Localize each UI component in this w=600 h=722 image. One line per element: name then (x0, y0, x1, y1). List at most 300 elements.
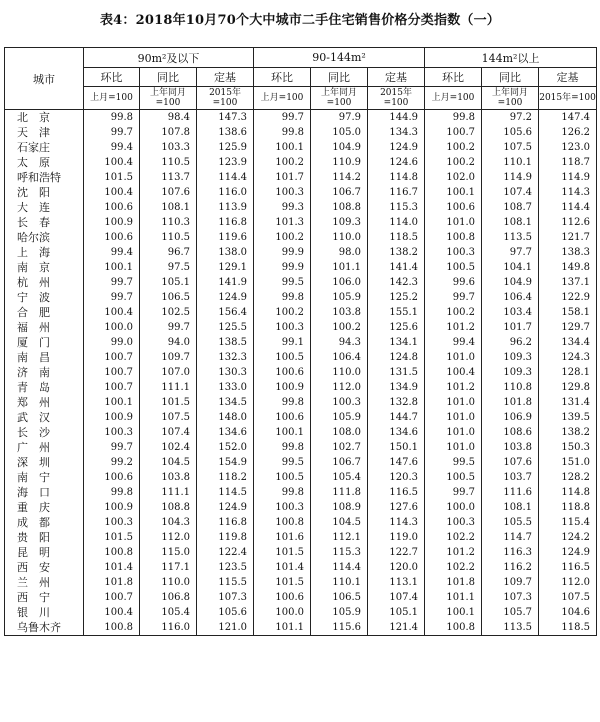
index-value-cell: 94.3 (311, 335, 368, 350)
index-value-cell: 110.5 (140, 230, 197, 245)
base-header: 上年同月=100 (140, 87, 197, 110)
table-row (5, 455, 597, 470)
index-value-cell: 110.9 (311, 155, 368, 170)
index-value-cell: 99.9 (254, 260, 311, 275)
index-value-cell: 101.5 (254, 545, 311, 560)
index-value-cell: 105.9 (311, 605, 368, 620)
index-value-cell: 107.5 (539, 590, 597, 605)
index-value-cell: 115.0 (140, 545, 197, 560)
index-value-cell: 116.3 (482, 545, 539, 560)
index-value-cell: 106.4 (482, 290, 539, 305)
index-value-cell: 100.8 (425, 620, 482, 636)
index-value-cell: 102.4 (140, 440, 197, 455)
index-value-cell: 129.1 (197, 260, 254, 275)
index-value-cell: 104.5 (311, 515, 368, 530)
index-value-cell: 134.5 (197, 395, 254, 410)
index-value-cell: 94.0 (140, 335, 197, 350)
index-value-cell: 148.0 (197, 410, 254, 425)
index-value-cell: 99.7 (84, 440, 140, 455)
index-value-cell: 114.3 (539, 185, 597, 200)
index-value-cell: 104.5 (140, 455, 197, 470)
city-cell: 郑 州 (5, 395, 84, 410)
table-row (5, 140, 597, 155)
table-row (5, 110, 597, 126)
index-value-cell: 112.1 (311, 530, 368, 545)
index-value-cell: 115.3 (311, 545, 368, 560)
index-value-cell: 100.6 (84, 200, 140, 215)
base-header: 上月=100 (425, 87, 482, 110)
index-value-cell: 99.5 (254, 275, 311, 290)
index-value-cell: 100.1 (84, 260, 140, 275)
index-value-cell: 114.2 (311, 170, 368, 185)
sub-header: 同比 (140, 68, 197, 87)
index-value-cell: 99.6 (425, 275, 482, 290)
index-value-cell: 123.5 (197, 560, 254, 575)
index-value-cell: 99.5 (254, 455, 311, 470)
index-value-cell: 101.0 (425, 350, 482, 365)
index-value-cell: 100.0 (84, 320, 140, 335)
index-value-cell: 116.5 (368, 485, 425, 500)
index-value-cell: 98.4 (140, 110, 197, 126)
table-row (5, 395, 597, 410)
index-value-cell: 106.9 (482, 410, 539, 425)
index-value-cell: 108.8 (140, 500, 197, 515)
index-value-cell: 100.3 (425, 245, 482, 260)
index-value-cell: 134.6 (197, 425, 254, 440)
table-row (5, 620, 597, 636)
city-cell: 重 庆 (5, 500, 84, 515)
index-value-cell: 114.4 (197, 170, 254, 185)
index-value-cell: 99.7 (425, 485, 482, 500)
index-value-cell: 101.3 (254, 215, 311, 230)
index-value-cell: 107.5 (482, 140, 539, 155)
index-value-cell: 124.8 (368, 350, 425, 365)
table-row (5, 410, 597, 425)
index-value-cell: 100.8 (84, 545, 140, 560)
index-value-cell: 100.8 (254, 515, 311, 530)
sub-header: 环比 (254, 68, 311, 87)
base-header: 上年同月=100 (482, 87, 539, 110)
index-value-cell: 144.9 (368, 110, 425, 126)
city-cell: 太 原 (5, 155, 84, 170)
index-value-cell: 99.7 (84, 290, 140, 305)
table-row (5, 320, 597, 335)
index-value-cell: 102.2 (425, 560, 482, 575)
index-value-cell: 99.8 (254, 395, 311, 410)
index-value-cell: 100.7 (425, 125, 482, 140)
index-value-cell: 99.7 (425, 290, 482, 305)
index-value-cell: 151.0 (539, 455, 597, 470)
index-value-cell: 100.3 (311, 395, 368, 410)
index-value-cell: 105.0 (311, 125, 368, 140)
index-value-cell: 118.5 (539, 620, 597, 636)
index-value-cell: 97.5 (140, 260, 197, 275)
city-cell: 南 昌 (5, 350, 84, 365)
index-value-cell: 106.8 (140, 590, 197, 605)
index-value-cell: 137.1 (539, 275, 597, 290)
index-value-cell: 97.2 (482, 110, 539, 126)
city-cell: 海 口 (5, 485, 84, 500)
price-index-table (4, 47, 597, 636)
city-cell: 成 都 (5, 515, 84, 530)
index-value-cell: 124.9 (197, 290, 254, 305)
index-value-cell: 99.4 (84, 140, 140, 155)
index-value-cell: 105.4 (311, 470, 368, 485)
index-value-cell: 100.8 (425, 230, 482, 245)
index-value-cell: 121.0 (197, 620, 254, 636)
index-value-cell: 100.6 (425, 200, 482, 215)
table-row (5, 500, 597, 515)
sub-header: 同比 (311, 68, 368, 87)
index-value-cell: 108.7 (482, 200, 539, 215)
index-value-cell: 110.0 (140, 575, 197, 590)
index-value-cell: 101.4 (84, 560, 140, 575)
city-cell: 上 海 (5, 245, 84, 260)
index-value-cell: 102.5 (140, 305, 197, 320)
index-value-cell: 112.6 (539, 215, 597, 230)
index-value-cell: 100.1 (84, 395, 140, 410)
sub-header: 同比 (482, 68, 539, 87)
index-value-cell: 150.3 (539, 440, 597, 455)
table-row (5, 590, 597, 605)
group-header: 90m²及以下 (84, 48, 254, 68)
sub-header: 环比 (84, 68, 140, 87)
index-value-cell: 100.0 (425, 500, 482, 515)
index-value-cell: 101.2 (425, 380, 482, 395)
city-cell: 深 圳 (5, 455, 84, 470)
index-value-cell: 115.5 (197, 575, 254, 590)
index-value-cell: 99.8 (254, 485, 311, 500)
index-value-cell: 113.5 (482, 230, 539, 245)
index-value-cell: 142.3 (368, 275, 425, 290)
index-value-cell: 99.5 (425, 455, 482, 470)
index-value-cell: 120.3 (368, 470, 425, 485)
index-value-cell: 103.8 (140, 470, 197, 485)
index-value-cell: 97.7 (482, 245, 539, 260)
index-value-cell: 99.8 (84, 110, 140, 126)
index-value-cell: 126.2 (539, 125, 597, 140)
index-value-cell: 119.6 (197, 230, 254, 245)
index-value-cell: 100.2 (311, 320, 368, 335)
index-value-cell: 109.3 (482, 350, 539, 365)
index-value-cell: 107.4 (482, 185, 539, 200)
index-value-cell: 105.1 (140, 275, 197, 290)
index-value-cell: 113.1 (368, 575, 425, 590)
index-value-cell: 100.3 (84, 515, 140, 530)
index-value-cell: 101.1 (311, 260, 368, 275)
base-header: 2015年=100 (539, 87, 597, 110)
index-value-cell: 119.0 (368, 530, 425, 545)
index-value-cell: 100.0 (254, 605, 311, 620)
city-cell: 厦 门 (5, 335, 84, 350)
index-value-cell: 111.8 (311, 485, 368, 500)
index-value-cell: 100.2 (425, 155, 482, 170)
index-value-cell: 132.3 (197, 350, 254, 365)
index-value-cell: 99.2 (84, 455, 140, 470)
index-value-cell: 114.0 (368, 215, 425, 230)
base-header: 2015年=100 (368, 87, 425, 110)
index-value-cell: 100.1 (254, 140, 311, 155)
city-cell: 大 连 (5, 200, 84, 215)
table-row (5, 365, 597, 380)
index-value-cell: 124.6 (368, 155, 425, 170)
index-value-cell: 106.4 (311, 350, 368, 365)
index-value-cell: 100.1 (425, 185, 482, 200)
table-row (5, 530, 597, 545)
index-value-cell: 105.9 (311, 410, 368, 425)
index-value-cell: 101.8 (482, 395, 539, 410)
group-header: 144m²以上 (425, 48, 597, 68)
index-value-cell: 100.2 (425, 140, 482, 155)
index-value-cell: 122.9 (539, 290, 597, 305)
index-value-cell: 106.5 (311, 590, 368, 605)
city-cell: 广 州 (5, 440, 84, 455)
city-cell: 青 岛 (5, 380, 84, 395)
index-value-cell: 115.4 (539, 515, 597, 530)
index-value-cell: 100.5 (425, 470, 482, 485)
index-value-cell: 104.3 (140, 515, 197, 530)
city-cell: 宁 波 (5, 290, 84, 305)
index-value-cell: 98.0 (311, 245, 368, 260)
index-value-cell: 107.6 (140, 185, 197, 200)
city-cell: 北 京 (5, 110, 84, 126)
index-value-cell: 101.1 (425, 590, 482, 605)
index-value-cell: 103.8 (482, 440, 539, 455)
table-row (5, 335, 597, 350)
index-value-cell: 100.6 (254, 590, 311, 605)
index-value-cell: 121.7 (539, 230, 597, 245)
index-value-cell: 110.1 (482, 155, 539, 170)
index-value-cell: 107.5 (140, 410, 197, 425)
index-value-cell: 124.9 (368, 140, 425, 155)
index-value-cell: 100.3 (254, 500, 311, 515)
index-value-cell: 106.7 (311, 455, 368, 470)
index-value-cell: 116.5 (539, 560, 597, 575)
index-value-cell: 101.0 (425, 425, 482, 440)
index-value-cell: 105.9 (311, 290, 368, 305)
index-value-cell: 99.4 (84, 245, 140, 260)
index-value-cell: 141.9 (197, 275, 254, 290)
index-value-cell: 122.7 (368, 545, 425, 560)
index-value-cell: 106.7 (311, 185, 368, 200)
index-value-cell: 129.8 (539, 380, 597, 395)
city-cell: 天 津 (5, 125, 84, 140)
index-value-cell: 114.7 (482, 530, 539, 545)
index-value-cell: 100.9 (254, 380, 311, 395)
index-value-cell: 104.1 (482, 260, 539, 275)
index-value-cell: 101.8 (84, 575, 140, 590)
index-value-cell: 101.0 (425, 395, 482, 410)
index-value-cell: 105.6 (482, 125, 539, 140)
index-value-cell: 158.1 (539, 305, 597, 320)
index-value-cell: 147.4 (539, 110, 597, 126)
city-cell: 银 川 (5, 605, 84, 620)
index-value-cell: 114.4 (539, 200, 597, 215)
table-row (5, 380, 597, 395)
index-value-cell: 134.6 (368, 425, 425, 440)
index-value-cell: 114.4 (311, 560, 368, 575)
index-value-cell: 149.8 (539, 260, 597, 275)
city-cell: 南 京 (5, 260, 84, 275)
index-value-cell: 138.2 (368, 245, 425, 260)
index-value-cell: 100.6 (254, 365, 311, 380)
index-value-cell: 121.4 (368, 620, 425, 636)
index-value-cell: 109.7 (482, 575, 539, 590)
index-value-cell: 113.7 (140, 170, 197, 185)
table-row (5, 290, 597, 305)
table-row (5, 545, 597, 560)
index-value-cell: 144.7 (368, 410, 425, 425)
index-value-cell: 129.7 (539, 320, 597, 335)
base-header: 上月=100 (254, 87, 311, 110)
index-value-cell: 100.6 (84, 470, 140, 485)
index-value-cell: 106.5 (140, 290, 197, 305)
index-value-cell: 100.6 (84, 230, 140, 245)
table-row (5, 575, 597, 590)
table-row (5, 230, 597, 245)
index-value-cell: 101.4 (254, 560, 311, 575)
index-value-cell: 100.1 (254, 425, 311, 440)
index-value-cell: 101.0 (425, 410, 482, 425)
index-value-cell: 100.9 (84, 215, 140, 230)
index-value-cell: 100.4 (84, 185, 140, 200)
index-value-cell: 116.8 (197, 515, 254, 530)
index-value-cell: 111.6 (482, 485, 539, 500)
index-value-cell: 112.0 (539, 575, 597, 590)
index-value-cell: 100.2 (254, 155, 311, 170)
table-row (5, 470, 597, 485)
city-cell: 西 安 (5, 560, 84, 575)
table-row (5, 215, 597, 230)
index-value-cell: 108.1 (482, 215, 539, 230)
index-value-cell: 125.9 (197, 140, 254, 155)
index-value-cell: 100.7 (84, 350, 140, 365)
table-row (5, 260, 597, 275)
table-row (5, 515, 597, 530)
index-value-cell: 138.0 (197, 245, 254, 260)
index-value-cell: 138.2 (539, 425, 597, 440)
sub-header: 定基 (368, 68, 425, 87)
base-header: 2015年=100 (197, 87, 254, 110)
index-value-cell: 114.8 (539, 485, 597, 500)
index-value-cell: 107.3 (197, 590, 254, 605)
index-value-cell: 100.3 (425, 515, 482, 530)
index-value-cell: 101.2 (425, 545, 482, 560)
index-value-cell: 124.9 (197, 500, 254, 515)
index-value-cell: 108.0 (311, 425, 368, 440)
index-value-cell: 96.7 (140, 245, 197, 260)
index-value-cell: 100.3 (254, 185, 311, 200)
index-value-cell: 119.8 (197, 530, 254, 545)
city-cell: 长 沙 (5, 425, 84, 440)
table-row (5, 245, 597, 260)
table-row (5, 200, 597, 215)
city-cell: 呼和浩特 (5, 170, 84, 185)
index-value-cell: 104.9 (311, 140, 368, 155)
index-value-cell: 110.8 (482, 380, 539, 395)
index-value-cell: 101.5 (254, 575, 311, 590)
index-value-cell: 111.1 (140, 485, 197, 500)
city-cell: 哈尔滨 (5, 230, 84, 245)
index-value-cell: 138.6 (197, 125, 254, 140)
index-value-cell: 107.4 (140, 425, 197, 440)
index-value-cell: 100.2 (254, 305, 311, 320)
index-value-cell: 110.0 (311, 365, 368, 380)
index-value-cell: 102.7 (311, 440, 368, 455)
index-value-cell: 124.2 (539, 530, 597, 545)
index-value-cell: 101.5 (140, 395, 197, 410)
city-cell: 杭 州 (5, 275, 84, 290)
index-value-cell: 101.7 (482, 320, 539, 335)
index-value-cell: 128.1 (539, 365, 597, 380)
index-value-cell: 108.9 (311, 500, 368, 515)
group-header: 90-144m² (254, 48, 425, 68)
index-value-cell: 114.9 (482, 170, 539, 185)
city-cell: 南 宁 (5, 470, 84, 485)
index-value-cell: 120.0 (368, 560, 425, 575)
index-value-cell: 134.9 (368, 380, 425, 395)
index-value-cell: 107.4 (368, 590, 425, 605)
index-value-cell: 100.3 (84, 425, 140, 440)
table-header (5, 48, 597, 110)
table-row (5, 485, 597, 500)
index-value-cell: 114.8 (368, 170, 425, 185)
index-value-cell: 134.3 (368, 125, 425, 140)
index-value-cell: 118.7 (539, 155, 597, 170)
index-value-cell: 101.8 (425, 575, 482, 590)
index-value-cell: 116.0 (197, 185, 254, 200)
index-value-cell: 100.3 (254, 320, 311, 335)
index-value-cell: 150.1 (368, 440, 425, 455)
table-row (5, 125, 597, 140)
index-value-cell: 130.3 (197, 365, 254, 380)
index-value-cell: 108.6 (482, 425, 539, 440)
index-value-cell: 99.7 (140, 320, 197, 335)
city-cell: 西 宁 (5, 590, 84, 605)
city-cell: 乌鲁木齐 (5, 620, 84, 636)
index-value-cell: 100.7 (84, 365, 140, 380)
index-value-cell: 104.6 (539, 605, 597, 620)
sub-header: 定基 (539, 68, 597, 87)
index-value-cell: 99.7 (84, 275, 140, 290)
index-value-cell: 110.0 (311, 230, 368, 245)
index-value-cell: 108.1 (140, 200, 197, 215)
index-value-cell: 101.0 (425, 440, 482, 455)
table-row (5, 350, 597, 365)
index-value-cell: 99.8 (254, 290, 311, 305)
index-value-cell: 134.4 (539, 335, 597, 350)
city-cell: 合 肥 (5, 305, 84, 320)
city-cell: 沈 阳 (5, 185, 84, 200)
index-value-cell: 97.9 (311, 110, 368, 126)
index-value-cell: 100.1 (425, 605, 482, 620)
index-value-cell: 118.5 (368, 230, 425, 245)
index-value-cell: 123.9 (197, 155, 254, 170)
table-row (5, 275, 597, 290)
index-value-cell: 118.2 (197, 470, 254, 485)
index-value-cell: 133.0 (197, 380, 254, 395)
city-cell: 贵 阳 (5, 530, 84, 545)
index-value-cell: 125.2 (368, 290, 425, 305)
index-value-cell: 102.2 (425, 530, 482, 545)
index-value-cell: 115.6 (311, 620, 368, 636)
city-cell: 石家庄 (5, 140, 84, 155)
index-value-cell: 100.7 (84, 380, 140, 395)
table-row (5, 155, 597, 170)
index-value-cell: 116.8 (197, 215, 254, 230)
index-value-cell: 100.5 (254, 350, 311, 365)
table-body (5, 110, 597, 636)
